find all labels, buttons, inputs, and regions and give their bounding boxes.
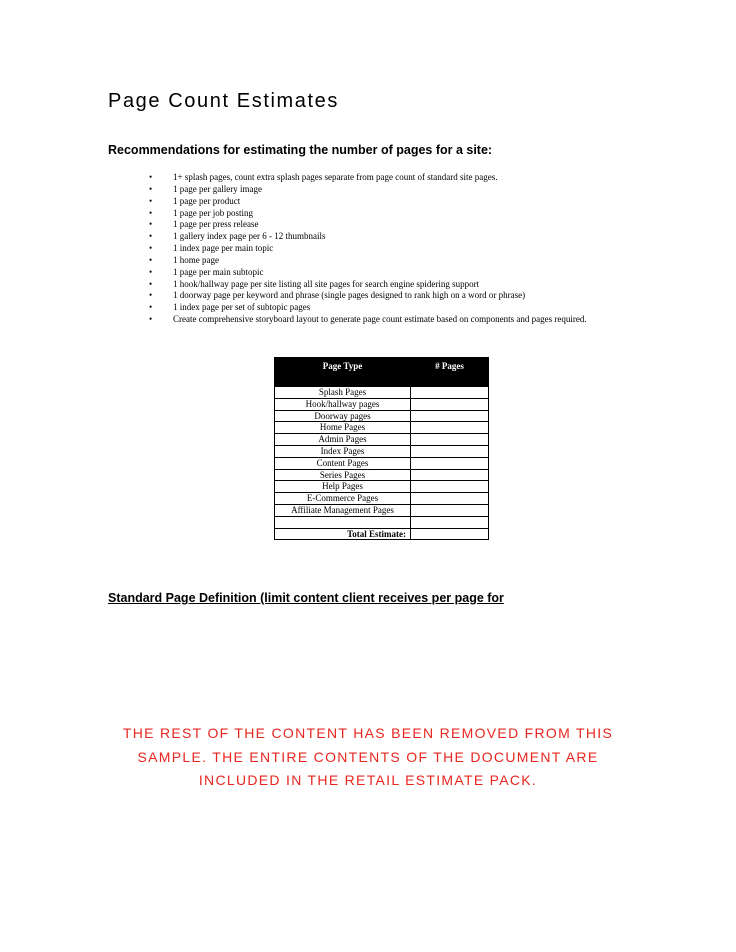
page-estimate-table [274,357,489,540]
list-item [146,279,587,291]
page-count-cell[interactable] [411,445,489,457]
bullet-icon: • [149,207,153,218]
page-type-cell: Admin Pages [275,434,411,446]
page-type-cell: Help Pages [275,481,411,493]
list-item [146,314,587,326]
page-count-header: # Pages [411,358,489,387]
list-item-text: 1 index page per set of subtopic pages [173,302,311,313]
notice-line: SAMPLE. THE ENTIRE CONTENTS OF THE DOCUMENT ARE [137,748,599,765]
table-row [275,445,489,457]
page-count-cell[interactable] [411,422,489,434]
page-type-cell: Hook/hallway pages [275,398,411,410]
bullet-icon: • [149,172,153,182]
table-row [275,387,489,399]
list-item [146,196,587,208]
bullet-icon: • [149,243,153,254]
blank-cell [411,516,489,528]
table-header-row [275,358,489,387]
page-count-cell[interactable] [411,493,489,505]
notice-line: THE REST OF THE CONTENT HAS BEEN REMOVED FROM THIS [122,725,614,741]
table-row [275,469,489,481]
page-count-cell[interactable] [411,481,489,493]
bullet-icon: • [149,254,153,265]
page-count-cell[interactable] [411,410,489,422]
page-type-cell: Splash Pages [275,387,411,399]
page-count-cell[interactable] [411,469,489,481]
page-type-cell: Content Pages [275,457,411,469]
sample-notice [80,722,656,793]
recommendations-list [146,172,587,326]
page-type-cell: Doorway pages [275,410,411,422]
list-item [146,184,587,196]
list-item-text: 1 page per main subtopic [173,266,264,277]
page-type-header: Page Type [275,358,411,387]
bullet-icon: • [149,278,153,289]
table-row [275,398,489,410]
list-item-text: 1 page per press release [173,219,259,230]
list-item-text: Create comprehensive storyboard layout to generate page count estimate based on components and pages required. [173,314,587,325]
bullet-icon: • [149,231,153,242]
table-row [275,504,489,516]
page-count-cell[interactable] [411,387,489,399]
total-estimate-label: Total Estimate: [275,528,411,540]
list-item [146,172,587,184]
table-row [275,493,489,505]
list-item [146,302,587,314]
total-estimate-cell[interactable] [411,528,489,540]
list-item [146,231,587,243]
table-row [275,457,489,469]
page-count-cell[interactable] [411,457,489,469]
table-row-blank [275,516,489,528]
table-total-row [275,528,489,540]
bullet-icon: • [149,219,153,230]
bullet-icon: • [149,266,153,277]
list-item-text: 1 page per job posting [173,207,253,218]
notice-line: INCLUDED IN THE RETAIL ESTIMATE PACK. [198,772,538,788]
list-item [146,208,587,220]
page-type-cell: Home Pages [275,422,411,434]
bullet-icon: • [149,302,153,313]
table-row [275,481,489,493]
page-count-cell[interactable] [411,398,489,410]
page-type-cell: Index Pages [275,445,411,457]
table-row [275,422,489,434]
list-item-text: 1 page per gallery image [173,183,262,194]
list-item-text: 1 index page per main topic [173,243,274,254]
page-count-cell[interactable] [411,504,489,516]
table-row [275,410,489,422]
bullet-icon: • [149,314,153,325]
list-item [146,290,587,302]
bullet-icon: • [149,183,153,194]
list-item [146,243,587,255]
list-item-text: 1 page per product [173,195,241,206]
page-title: Page Count Estimates [108,90,339,112]
list-item-text: 1+ splash pages, count extra splash pages separate from page count of standard site pages. [173,172,498,182]
bullet-icon: • [149,290,153,301]
page-type-cell: Series Pages [275,469,411,481]
list-item [146,219,587,231]
list-item-text: 1 doorway page per keyword and phrase (single pages designed to rank high on a word or phrase) [173,290,526,301]
page-type-cell: Affiliate Management Pages [275,504,411,516]
list-item [146,267,587,279]
page-type-cell: E-Commerce Pages [275,493,411,505]
blank-cell [275,516,411,528]
list-item-text: 1 hook/hallway page per site listing all site pages for search engine spidering support [173,278,480,289]
table-row [275,434,489,446]
bullet-icon: • [149,195,153,206]
list-item [146,255,587,267]
standard-page-definition-heading: Standard Page Definition (limit content client receives per page for [108,591,504,605]
page-count-cell[interactable] [411,434,489,446]
list-item-text: 1 gallery index page per 6 - 12 thumbnails [173,231,326,242]
list-item-text: 1 home page [173,254,219,265]
section-heading: Recommendations for estimating the number of pages for a site: [108,143,493,157]
